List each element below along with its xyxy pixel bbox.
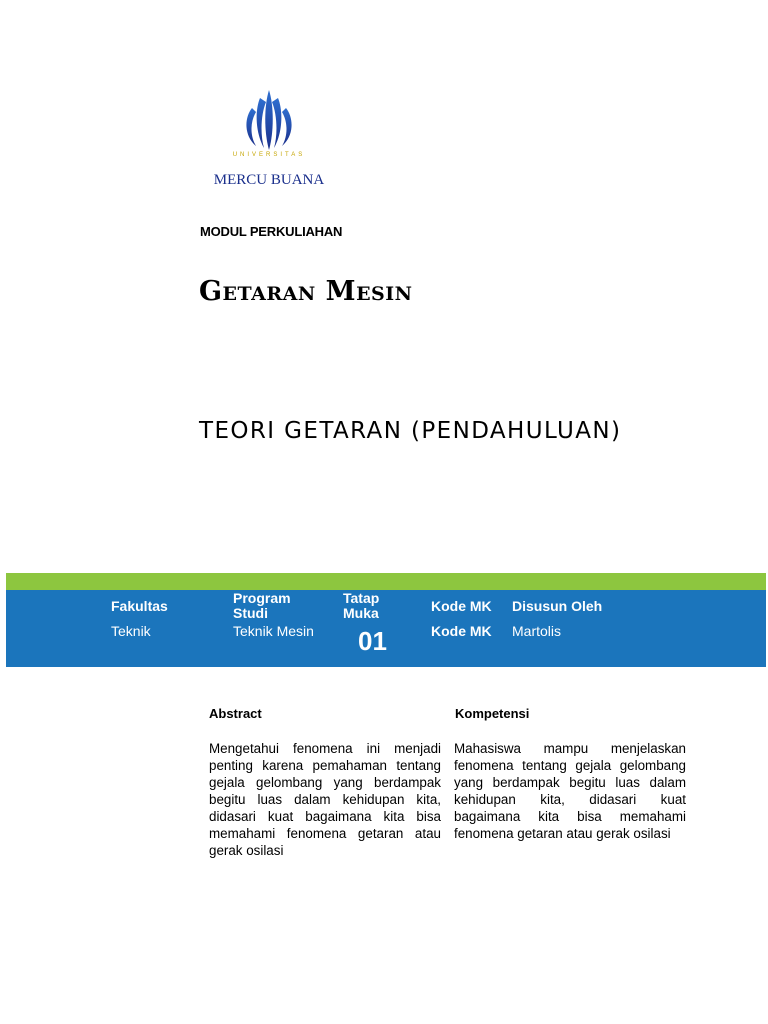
topic-title: TEORI GETARAN (PENDAHULUAN) <box>199 418 622 444</box>
value-program: Teknik Mesin <box>233 623 314 639</box>
header-program-line1: Program <box>233 590 291 606</box>
value-disusun-oleh: Martolis <box>512 623 562 639</box>
header-kode-mk: Kode MK <box>431 598 492 614</box>
logo-top-text: UNIVERSITAS <box>232 152 306 158</box>
abstract-text: Mengetahui fenomena ini menjadi penting karena pemahaman tentang gejala gelombang yang berdampak begitu luas dalam kehidupan kita, didasari kuat bagaimana kita bisa memahami fenomena getaran atau gerak osilasi <box>209 741 441 858</box>
header-disusun-oleh: Disusun Oleh <box>512 598 603 614</box>
course-title: Getaran Mesin <box>199 276 413 307</box>
header-tatap-line1: Tatap <box>343 590 380 606</box>
header-program-line2: Studi <box>233 605 268 621</box>
value-kode-mk: Kode MK <box>431 623 492 639</box>
document-type: MODUL PERKULIAHAN <box>200 224 343 239</box>
kompetensi-heading: Kompetensi <box>455 706 530 721</box>
value-tatap-muka: 01 <box>358 626 387 656</box>
header-fakultas: Fakultas <box>111 598 168 614</box>
university-logo <box>200 88 338 192</box>
kompetensi-text: Mahasiswa mampu menjelaskan fenomena tentang gejala gelombang yang berdampak begitu luas dalam kehidupan kita, didasari kuat bagaimana kita bisa memahami fenomena getaran atau gerak osilasi <box>454 741 686 841</box>
logo-wordmark: MERCU BUANA <box>213 172 325 188</box>
mercu-buana-flame-icon <box>200 88 338 158</box>
header-tatap-line2: Muka <box>343 605 379 621</box>
green-divider-bar <box>6 573 766 590</box>
abstract-heading: Abstract <box>209 706 262 721</box>
value-fakultas: Teknik <box>111 623 151 639</box>
